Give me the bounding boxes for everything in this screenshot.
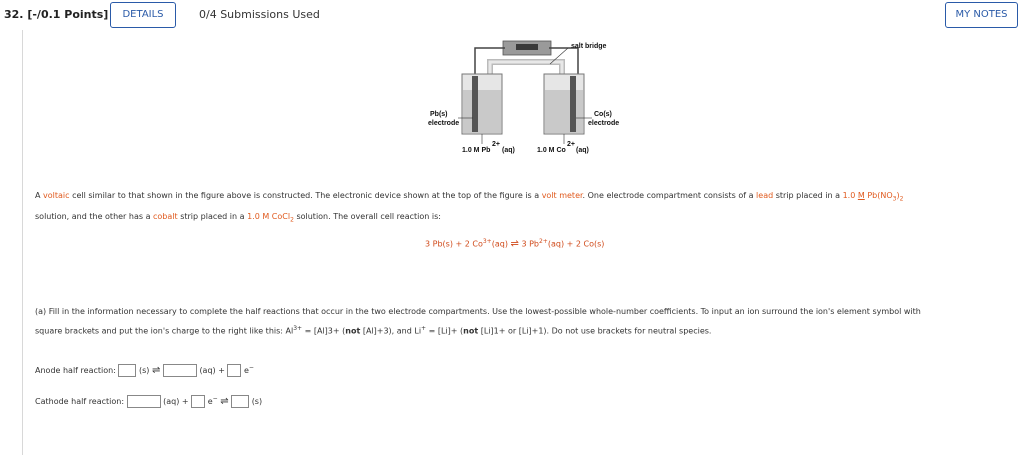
pb-electrode: [472, 76, 478, 132]
intro-text-3: . One electrode compartment consists of a: [582, 191, 757, 200]
anode-electron-symbol: e: [244, 366, 249, 375]
conc2-formula: CoCl: [271, 211, 291, 221]
co-electrode-label-2: electrode: [588, 120, 620, 127]
cathode-electron-coefficient-input[interactable]: [191, 395, 205, 408]
co-electrode-label-1: Co(s): [594, 111, 612, 118]
reaction-left-charge: 3+: [482, 238, 492, 245]
reaction-right-charge: 2+: [538, 238, 548, 245]
intro-text-2: cell similar to that shown in the figure above is constructed. The electronic device shown at the top of the figure is a: [69, 191, 542, 200]
right-solution-label: 1.0 M Co: [537, 147, 566, 154]
al-charge: 3+: [293, 325, 303, 332]
anode-aq-label: (aq) +: [199, 366, 225, 375]
part-a-text-1: (a) Fill in the information necessary to complete the half reactions that occur in the two electrode compartments. Use the lowest-possible whole-number coefficients. To input an ion surround the ion's element symbol with: [35, 307, 921, 316]
anode-electron-label: [244, 366, 254, 375]
part-a-text-5: = [Li]+ (: [426, 326, 464, 336]
voltaic-cell-diagram: [420, 38, 640, 163]
right-solution-charge: 2+: [567, 141, 575, 148]
reaction-right-rest: (aq) + 2 Co(s): [547, 239, 605, 249]
part-a-text-3: = [Al]3+ (: [302, 326, 346, 336]
cathode-aq-label: (aq) +: [163, 397, 189, 406]
question-title: [4, 8, 108, 21]
anode-arrow-icon: ⇌: [151, 365, 161, 376]
cathode-arrow-icon: ⇌: [220, 396, 229, 407]
conc1-unit: M: [857, 191, 865, 200]
cathode-label: Cathode half reaction:: [35, 397, 125, 406]
conc2-text: 1.0 M: [247, 211, 270, 221]
part-a-text-2: square brackets and put the ion's charge to the right like this: Al: [35, 326, 294, 336]
volt-meter-link[interactable]: volt meter: [541, 191, 583, 200]
salt-bridge-label: salt bridge: [571, 43, 607, 50]
co-electrode: [570, 76, 576, 132]
cathode-electron-label: [208, 397, 218, 406]
part-a-text-4: [Al]+3), and Li: [360, 326, 422, 336]
conc1-formula: Pb(NO: [867, 191, 893, 200]
anode-half-reaction-row: [35, 364, 254, 377]
part-a-text-6: [Li]1+ or [Li]+1). Do not use brackets for neutral species.: [478, 326, 712, 336]
reaction-left: 3 Pb(s) + 2 Co: [425, 239, 483, 249]
not-bold-2: not: [463, 326, 479, 336]
anode-electron-charge: −: [248, 364, 254, 372]
question-header: [0, 0, 1024, 30]
cathode-electron-charge: −: [212, 395, 218, 403]
conc1-subscript-2: 2: [899, 195, 904, 203]
submissions-used: 0/4 Submissions Used: [199, 8, 320, 21]
cathode-ion-input[interactable]: [127, 395, 161, 408]
cathode-product-input[interactable]: [231, 395, 249, 408]
pb-electrode-label-2: electrode: [428, 120, 460, 127]
intro-text-7: solution. The overall cell reaction is:: [293, 211, 441, 221]
lead-link[interactable]: lead: [756, 191, 774, 200]
voltaic-link[interactable]: voltaic: [43, 191, 70, 200]
pb-electrode-label-1: Pb(s): [430, 111, 448, 118]
question-points: [-/0.1 Points]: [27, 8, 109, 21]
anode-s-label: (s): [138, 366, 150, 375]
left-solution-charge: 2+: [492, 141, 500, 148]
intro-text-6: strip placed in a: [177, 211, 248, 221]
left-solution-aq: (aq): [502, 147, 515, 154]
conc2-subscript: 2: [290, 216, 294, 224]
not-bold-1: not: [345, 326, 361, 336]
anode-electron-coefficient-input[interactable]: [227, 364, 241, 377]
part-a-instructions: [35, 303, 1015, 340]
intro-text-4: strip placed in a: [773, 191, 843, 200]
conc1-number: 1.0: [842, 191, 856, 200]
cathode-half-reaction-row: [35, 395, 262, 408]
cathode-electron-symbol: e: [207, 397, 213, 406]
left-solution: [463, 90, 501, 133]
reaction-right: 3 Pb: [521, 239, 539, 249]
question-number: 32.: [4, 8, 24, 21]
cobalt-link[interactable]: cobalt: [153, 211, 178, 221]
intro-text-5: solution, and the other has a: [35, 211, 154, 221]
voltmeter-display: [516, 44, 538, 50]
conc1-subscript: 3: [892, 195, 897, 203]
conc1-close: ): [896, 191, 900, 200]
my-notes-button[interactable]: MY NOTES: [945, 2, 1018, 28]
anode-ion-input[interactable]: [163, 364, 197, 377]
reaction-left-aq: (aq): [491, 239, 508, 249]
details-button[interactable]: DETAILS: [110, 2, 176, 28]
left-solution-label: 1.0 M Pb: [462, 147, 491, 154]
right-solution: [545, 90, 583, 133]
intro-text-1: A: [35, 191, 44, 200]
anode-coefficient-input[interactable]: [118, 364, 136, 377]
voltaic-cell-figure: [420, 38, 640, 163]
equilibrium-arrow-icon: ⇌: [510, 238, 519, 250]
cathode-s-label: (s): [251, 397, 263, 406]
problem-intro: [35, 187, 1015, 228]
right-solution-aq: (aq): [576, 147, 589, 154]
left-divider: [22, 30, 23, 455]
overall-reaction: [425, 238, 604, 250]
anode-label: Anode half reaction:: [35, 366, 116, 375]
li-charge: +: [421, 325, 427, 332]
conc2-value: [247, 211, 294, 224]
conc1-value: [842, 191, 904, 203]
